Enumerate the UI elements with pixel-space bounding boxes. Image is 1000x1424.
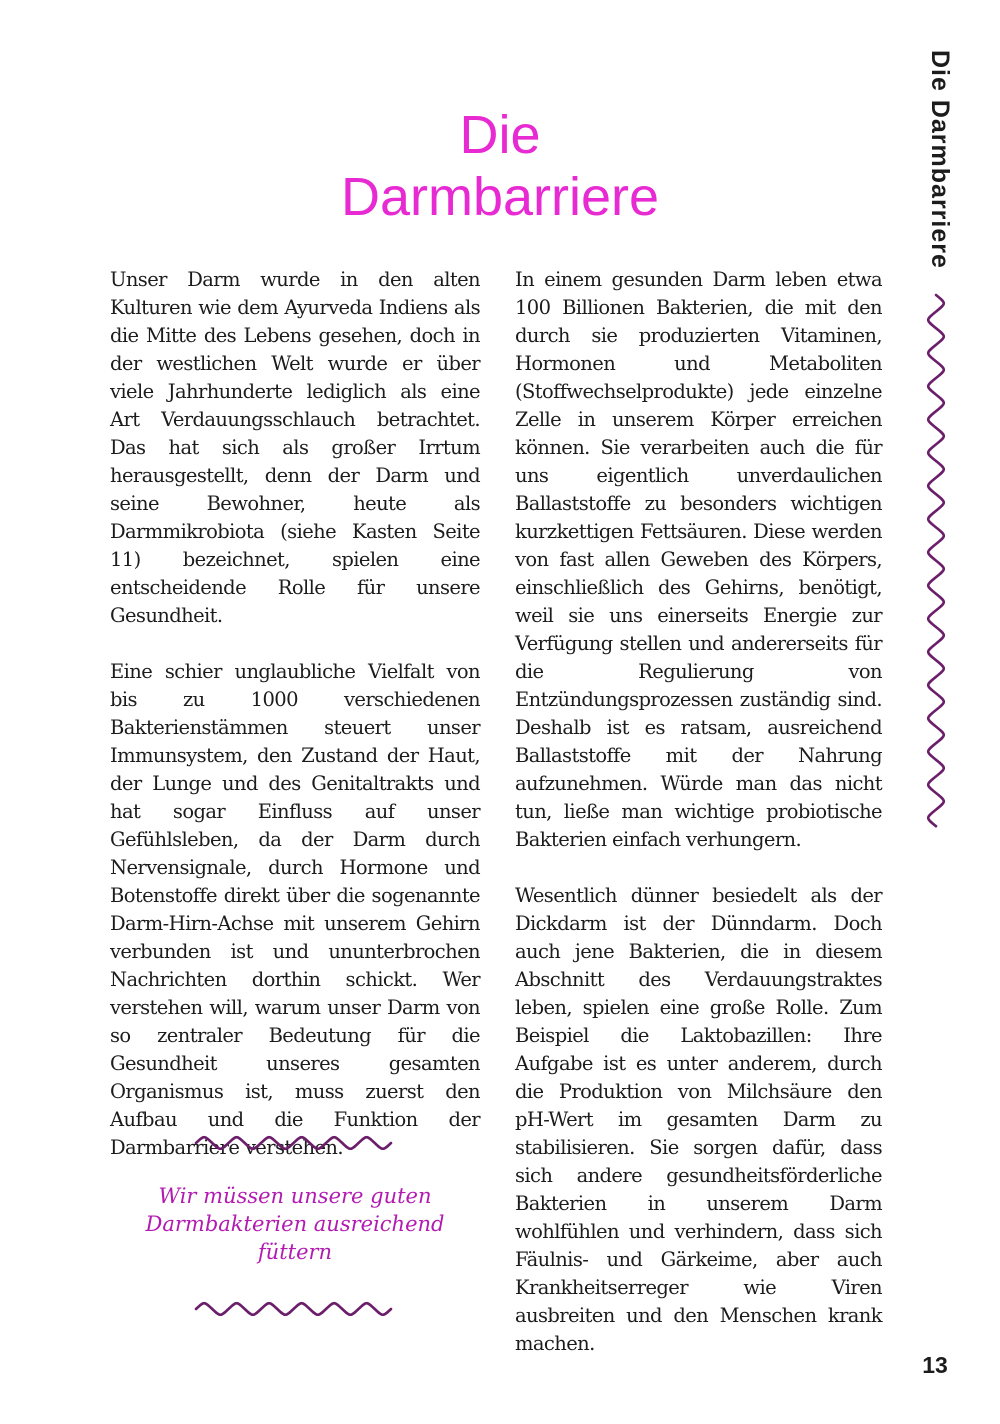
page-title — [0, 104, 1000, 228]
paragraph: Wesentlich dünner besiedelt als der Dickdarm ist der Dünndarm. Doch auch jene Bakterien, die in diesem Abschnitt des Verdauungstraktes leben, spielen eine große Rolle. Zum Beispiel die Laktobazillen: Ihre Aufgabe ist es unter anderem, durch die Produktion von Milchsäure den pH-Wert im gesamten Darm zu stabilisieren. Sie sorgen dafür, dass sich andere gesundheitsförderliche Bakterien in unserem Darm wohlfühlen und verhindern, dass sich Fäulnis- und Gärkeime, aber auch Krankheitserreger wie Viren ausbreiten und den Menschen krank machen. — [515, 884, 882, 1355]
paragraph: Eine schier unglaubliche Vielfalt von bis zu 1000 verschiedenen Bakterienstämmen steuert unser Immunsystem, den Zustand der Haut, der Lunge und des Genitaltrakts und hat sogar Einfluss auf unser Gefühlsleben, da der Darm durch Nervensignale, durch Hormone und Botenstoffe direkt über die sogenannte Darm-Hirn-Achse mit unserem Gehirn verbunden ist und ununterbrochen Nachrichten dorthin schickt. Wer verstehen will, warum unser Darm von so zentraler Bedeutung für die Gesundheit unseres gesamten Organismus ist, muss zuerst den Aufbau und die Funktion der Darmbarriere verstehen. — [110, 660, 480, 1159]
vertical-wave-ornament — [922, 293, 948, 829]
right-column — [515, 266, 882, 1386]
pull-quote-line-3: füttern — [257, 1240, 333, 1264]
pull-quote — [110, 1182, 480, 1266]
pull-quote-line-2: Darmbakterien ausreichend — [145, 1212, 445, 1236]
pull-quote-line-1: Wir müssen unsere guten — [158, 1184, 432, 1208]
page-title-line-1: Die — [459, 105, 541, 166]
paragraph: In einem gesunden Darm leben etwa 100 Billionen Bakterien, die mit den durch sie produzierten Vitaminen, Hormonen und Metaboliten (Stoffwechselprodukte) jede einzelne Zelle in unserem Körper erreichen können. Sie verarbeiten auch die für uns eigentlich unverdaulichen Ballaststoffe zu besonders wichtigen kurzkettigen Fettsäuren. Diese werden von fast allen Geweben des Körpers, einschließlich des Gehirns, benötigt, weil sie uns einerseits Energie zur Verfügung stellen und andererseits für die Regulierung von Entzündungsprozessen zuständig sind. Deshalb ist es ratsam, ausreichend Ballaststoffe mit der Nahrung aufzunehmen. Würde man das nicht tun, ließe man wichtige probiotische Bakterien einfach verhungern. — [515, 268, 882, 851]
page-title-line-2: Darmbarriere — [340, 167, 660, 228]
quote-wave-top-ornament — [194, 1132, 394, 1150]
page-number: 13 — [922, 1352, 948, 1378]
running-header: Die Darmbarriere — [926, 50, 954, 269]
left-column — [110, 266, 480, 1190]
paragraph: Unser Darm wurde in den alten Kulturen wie dem Ayurveda Indiens als die Mitte des Lebens gesehen, doch in der westlichen Welt wurde er über viele Jahrhunderte lediglich als eine Art Verdauungsschlauch betrachtet. Das hat sich als großer Irrtum herausgestellt, denn der Darm und seine Bewohner, heute als Darmmikrobiota (siehe Kasten Seite 11) bezeichnet, spielen eine entscheidende Rolle für unsere Gesundheit. — [110, 268, 480, 627]
quote-wave-bottom-ornament — [194, 1298, 394, 1316]
